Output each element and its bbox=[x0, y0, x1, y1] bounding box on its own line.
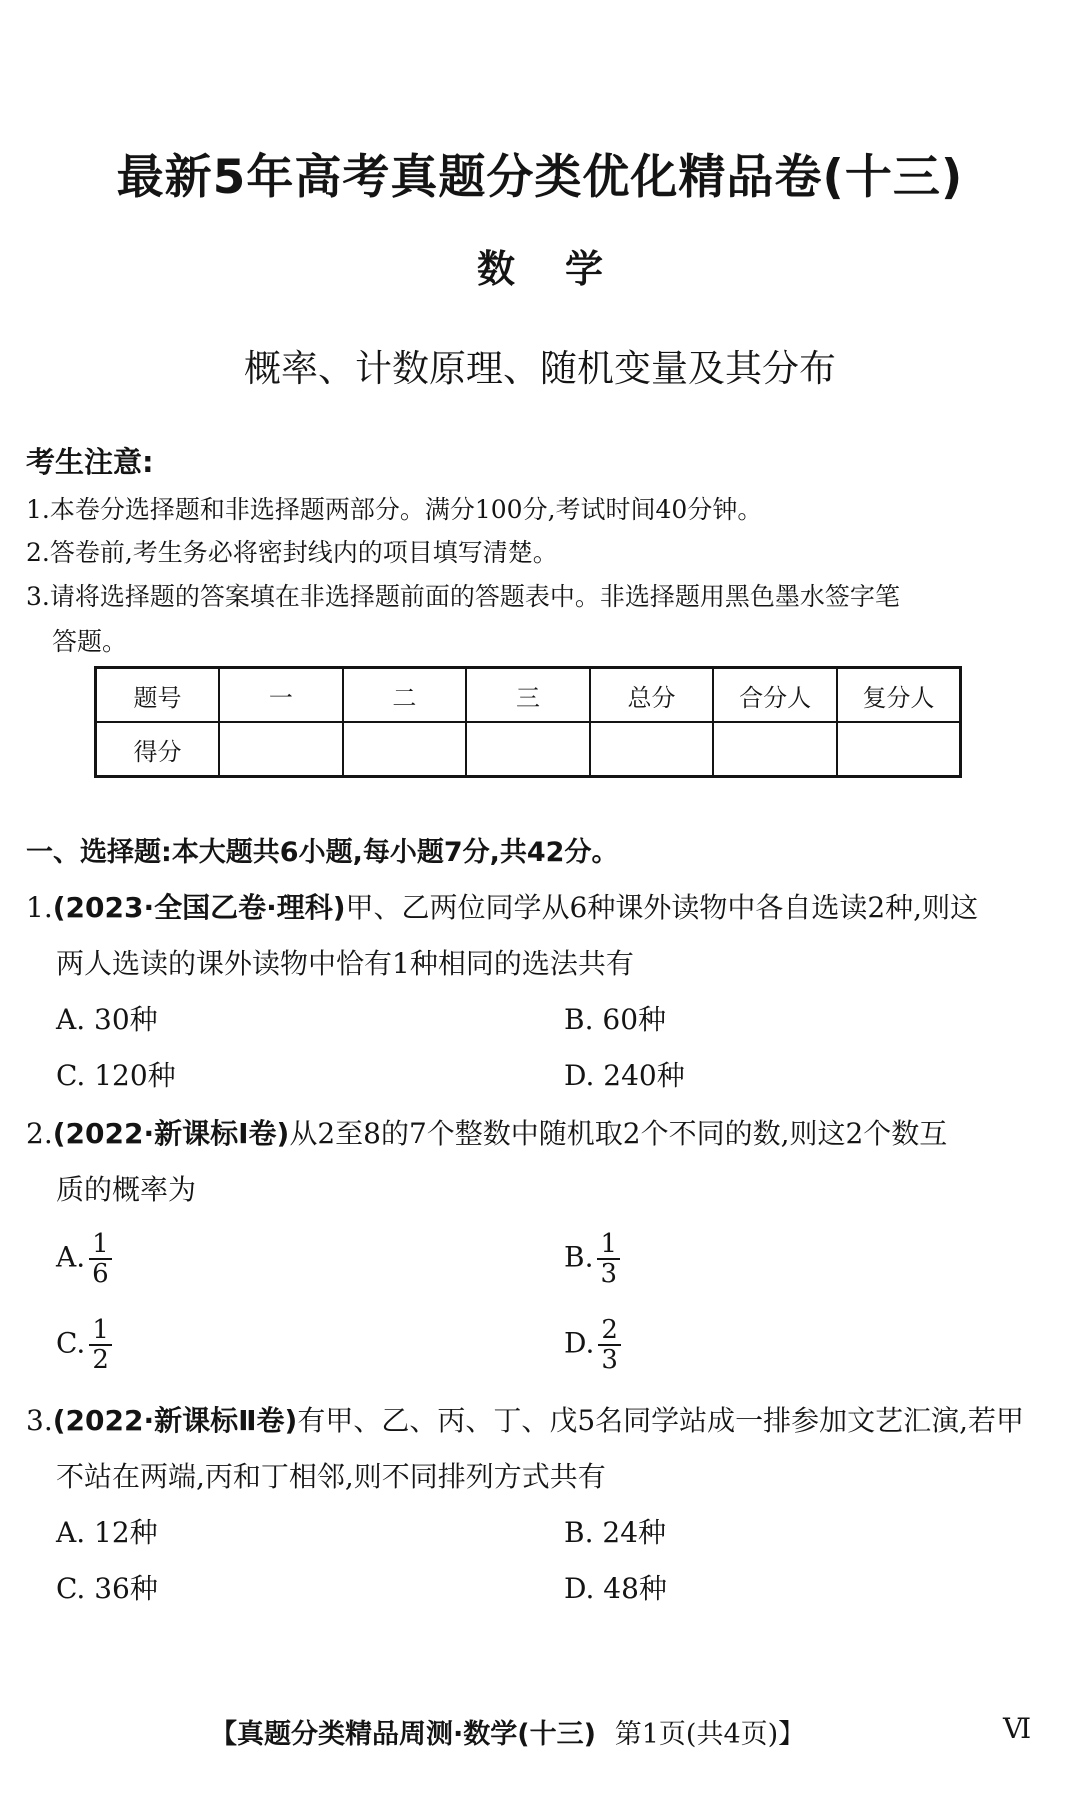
question-3-option-d[interactable]: D. 48种 bbox=[564, 1572, 667, 1605]
score-table bbox=[94, 666, 962, 778]
score-header-cell: 题号 bbox=[96, 668, 220, 723]
fraction-denominator: 6 bbox=[92, 1259, 109, 1289]
question-text: 甲、乙两位同学从6种课外读物中各自选读2种,则这 bbox=[345, 891, 979, 924]
fraction-numerator: 2 bbox=[598, 1316, 621, 1346]
score-cell[interactable] bbox=[590, 722, 714, 777]
score-header-cell: 总分 bbox=[590, 668, 714, 723]
question-1-line2: 两人选读的课外读物中恰有1种相同的选法共有 bbox=[56, 947, 634, 980]
score-table-header-row bbox=[96, 668, 961, 723]
option-letter: C. bbox=[56, 1326, 86, 1360]
question-number: 2. bbox=[26, 1117, 53, 1150]
question-3-option-b[interactable]: B. 24种 bbox=[564, 1516, 667, 1549]
fraction-denominator: 3 bbox=[601, 1345, 618, 1375]
section-desc: 本大题共6小题,每小题7分,共42分。 bbox=[171, 837, 619, 868]
page-footer bbox=[210, 1712, 805, 1751]
footer-roman-numeral: Ⅵ bbox=[1003, 1712, 1032, 1745]
question-3-option-c[interactable]: C. 36种 bbox=[56, 1572, 158, 1605]
exam-subject: 数学 bbox=[476, 247, 653, 291]
section-label: 一、选择题: bbox=[26, 837, 172, 868]
question-number: 3. bbox=[26, 1404, 53, 1437]
question-1-option-a[interactable]: A. 30种 bbox=[56, 1003, 158, 1036]
fraction-denominator: 2 bbox=[92, 1345, 109, 1375]
question-3-line1 bbox=[26, 1399, 1024, 1439]
question-1-line1 bbox=[26, 886, 978, 926]
question-source: (2022·新课标Ⅰ卷) bbox=[52, 1117, 290, 1150]
question-3-line2: 不站在两端,丙和丁相邻,则不同排列方式共有 bbox=[56, 1460, 606, 1493]
score-cell[interactable] bbox=[219, 722, 343, 777]
score-header-cell: 合分人 bbox=[713, 668, 837, 723]
notice-item: 1.本卷分选择题和非选择题两部分。满分100分,考试时间40分钟。 bbox=[26, 495, 763, 524]
fraction-denominator: 3 bbox=[600, 1259, 618, 1289]
option-letter: B. bbox=[564, 1240, 594, 1274]
question-source: (2023·全国乙卷·理科) bbox=[52, 891, 346, 924]
question-2-line2: 质的概率为 bbox=[56, 1173, 197, 1206]
question-2-option-d[interactable] bbox=[564, 1316, 621, 1374]
exam-title: 最新5年高考真题分类优化精品卷(十三) bbox=[116, 150, 964, 205]
question-2-option-c[interactable] bbox=[56, 1316, 112, 1374]
footer-label: 【真题分类精品周测·数学(十三) bbox=[210, 1719, 596, 1750]
question-text: 从2至8的7个整数中随机取2个不同的数,则这2个数互 bbox=[289, 1117, 948, 1150]
score-header-cell: 三 bbox=[466, 668, 590, 723]
option-letter: A. bbox=[56, 1240, 86, 1274]
notice-heading: 考生注意: bbox=[26, 445, 154, 479]
score-cell[interactable] bbox=[713, 722, 837, 777]
fraction bbox=[89, 1230, 112, 1288]
question-source: (2022·新课标Ⅱ卷) bbox=[52, 1404, 298, 1437]
fraction bbox=[597, 1230, 620, 1288]
fraction-numerator: 1 bbox=[597, 1230, 620, 1260]
score-cell[interactable] bbox=[837, 722, 961, 777]
fraction bbox=[89, 1316, 112, 1374]
notice-item: 2.答卷前,考生务必将密封线内的项目填写清楚。 bbox=[26, 538, 558, 567]
score-header-cell: 复分人 bbox=[837, 668, 961, 723]
question-1-option-c[interactable]: C. 120种 bbox=[56, 1059, 176, 1092]
fraction-numerator: 1 bbox=[89, 1230, 112, 1260]
section-heading bbox=[26, 830, 618, 869]
notice-item: 3.请将选择题的答案填在非选择题前面的答题表中。非选择题用黑色墨水签字笔 bbox=[26, 582, 900, 611]
question-number: 1. bbox=[26, 891, 53, 924]
score-header-cell: 一 bbox=[219, 668, 343, 723]
score-row-label: 得分 bbox=[96, 722, 220, 777]
option-letter: D. bbox=[564, 1326, 595, 1360]
score-cell[interactable] bbox=[466, 722, 590, 777]
question-1-option-d[interactable]: D. 240种 bbox=[564, 1059, 685, 1092]
question-2-line1 bbox=[26, 1112, 947, 1152]
question-text: 有甲、乙、丙、丁、戊5名同学站成一排参加文艺汇演,若甲 bbox=[297, 1404, 1025, 1437]
notice-item: 答题。 bbox=[52, 627, 128, 656]
fraction bbox=[598, 1316, 621, 1374]
question-2-option-a[interactable] bbox=[56, 1230, 112, 1288]
question-1-option-b[interactable]: B. 60种 bbox=[564, 1003, 667, 1036]
fraction-numerator: 1 bbox=[89, 1316, 112, 1346]
score-cell[interactable] bbox=[343, 722, 467, 777]
question-3-option-a[interactable]: A. 12种 bbox=[56, 1516, 158, 1549]
score-table-row bbox=[96, 722, 961, 777]
exam-topic: 概率、计数原理、随机变量及其分布 bbox=[244, 347, 836, 390]
footer-page-number: 第1页(共4页)】 bbox=[614, 1719, 806, 1750]
score-header-cell: 二 bbox=[343, 668, 467, 723]
question-2-option-b[interactable] bbox=[564, 1230, 620, 1288]
